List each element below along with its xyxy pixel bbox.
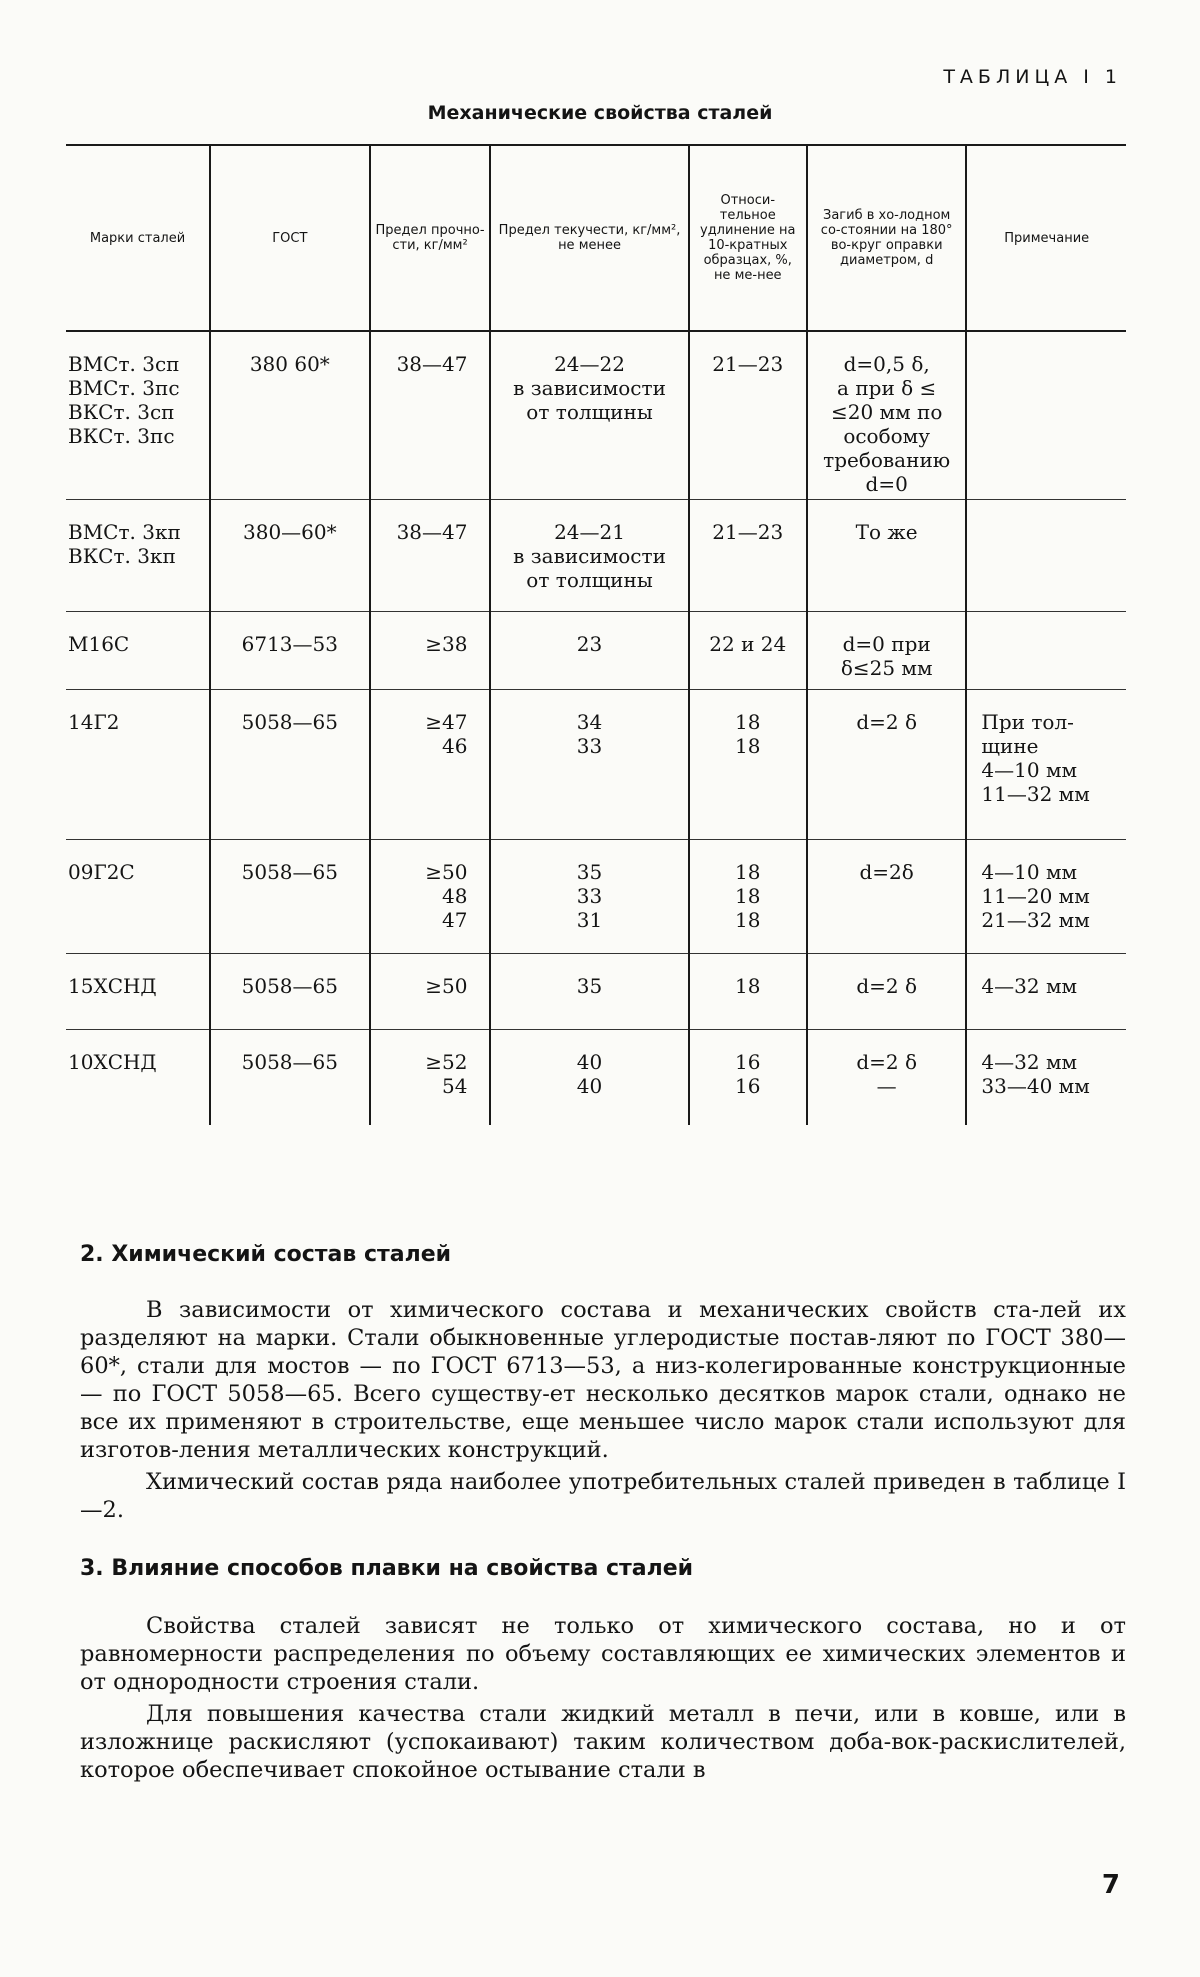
cell-grade-line: ВКСт. 3сп	[68, 400, 175, 424]
cell-yield-line: в зависимости	[513, 543, 666, 568]
cell-yield-line: от толщины	[526, 567, 653, 592]
cell-note	[966, 331, 1126, 499]
cell-gost	[210, 1029, 370, 1125]
cell-strength	[370, 839, 491, 953]
cell-gost-line: 5058—65	[241, 859, 338, 884]
cell-strength	[370, 953, 491, 1029]
cell-bend-line: а при δ ≤	[837, 376, 937, 400]
cell-yield-line: 35	[576, 973, 603, 998]
cell-gost	[210, 331, 370, 499]
table-header-row	[66, 145, 1126, 331]
cell-grade	[66, 953, 210, 1029]
cell-grade-line: ВМСт. 3кп	[68, 519, 181, 544]
cell-strength-line: ≥50	[425, 859, 468, 884]
section-2-paragraph-1: В зависимости от химического состава и механических свойств ста-лей их разделяют на марки. Стали обыкновенные углеродистые постав-ляют по ГОСТ 380—60*, стали для мостов — по ГОСТ 6713—53, а низ-колегированные конструкционные — по ГОСТ 5058—65. Всего существу-ет несколько десятков марок стали, однако не все их применяют в строительстве, еще меньшее число марок стали используют для изготов-ления металлических конструкций.	[80, 1297, 1126, 1463]
table-row	[66, 953, 1126, 1029]
cell-gost-line: 380 60*	[249, 352, 330, 376]
cell-note-line: 4—10 мм	[981, 757, 1078, 782]
cell-grade	[66, 839, 210, 953]
cell-grade	[66, 1029, 210, 1125]
cell-elongation-line: 22 и 24	[709, 631, 787, 656]
cell-strength-line: ≥38	[425, 631, 468, 656]
cell-yield	[490, 689, 688, 839]
cell-note	[966, 689, 1126, 839]
header-strength: Предел прочно-сти, кг/мм²	[370, 145, 491, 331]
cell-grade-line: ВКСт. 3пс	[68, 424, 175, 448]
cell-bend-line: δ≤25 мм	[840, 655, 933, 680]
cell-gost	[210, 689, 370, 839]
cell-strength-line: 54	[442, 1073, 468, 1098]
cell-bend-line: d=2 δ	[856, 973, 918, 998]
cell-grade	[66, 499, 210, 611]
cell-elongation-line: 18	[735, 859, 761, 884]
cell-strength	[370, 689, 491, 839]
cell-elongation	[689, 331, 807, 499]
cell-note	[966, 499, 1126, 611]
cell-elongation-line: 16	[735, 1073, 761, 1098]
cell-strength	[370, 1029, 491, 1125]
section-3-paragraph-1: Свойства сталей зависят не только от химического состава, но и от равномерности распределения по объему составляющих ее химических элементов и от однородности строения стали.	[80, 1613, 1126, 1695]
table-row	[66, 331, 1126, 499]
cell-yield	[490, 499, 688, 611]
cell-bend	[807, 953, 967, 1029]
cell-elongation-line: 18	[735, 733, 761, 758]
cell-note-line: 11—32 мм	[981, 781, 1090, 806]
cell-note-line: щине	[981, 733, 1039, 758]
cell-note-line: 4—10 мм	[981, 859, 1078, 884]
cell-elongation	[689, 499, 807, 611]
cell-bend-line: ≤20 мм по	[830, 400, 943, 424]
cell-yield	[490, 331, 688, 499]
cell-elongation	[689, 953, 807, 1029]
header-note: Примечание	[966, 145, 1126, 331]
cell-elongation-line: 18	[735, 709, 761, 734]
cell-bend-line: требованию	[823, 448, 951, 472]
cell-strength-line: ≥47	[425, 709, 468, 734]
table-row	[66, 611, 1126, 689]
cell-yield-line: 33	[576, 733, 603, 758]
cell-grade-line: 15ХСНД	[68, 973, 157, 998]
cell-yield	[490, 1029, 688, 1125]
cell-note-line: 33—40 мм	[981, 1073, 1090, 1098]
cell-gost-line: 5058—65	[241, 709, 338, 734]
table-row	[66, 1029, 1126, 1125]
table-number-label: ТАБЛИЦА I 1	[943, 66, 1122, 88]
cell-yield	[490, 611, 688, 689]
cell-elongation-line: 21—23	[712, 519, 784, 544]
cell-bend	[807, 1029, 967, 1125]
header-yield: Предел текучести, кг/мм², не менее	[490, 145, 688, 331]
cell-note-line: 4—32 мм	[981, 973, 1078, 998]
cell-gost	[210, 839, 370, 953]
cell-yield-line: 24—21	[554, 519, 625, 544]
cell-yield-line: в зависимости	[513, 376, 666, 400]
cell-gost-line: 6713—53	[241, 631, 338, 656]
cell-note-line: 11—20 мм	[981, 883, 1090, 908]
cell-elongation-line: 16	[735, 1049, 761, 1074]
cell-bend-line: особому	[843, 424, 931, 448]
cell-strength	[370, 331, 491, 499]
cell-yield-line: 31	[576, 907, 603, 932]
cell-note-line: 21—32 мм	[981, 907, 1090, 932]
cell-yield-line: 24—22	[554, 352, 625, 376]
cell-grade-line: 09Г2С	[68, 859, 135, 884]
cell-yield	[490, 953, 688, 1029]
header-grade: Марки сталей	[89, 230, 186, 246]
cell-elongation-line: 18	[735, 973, 761, 998]
header-elongation: Относи-тельное удлинение на 10-кратных образцах, %, не ме-нее	[689, 145, 807, 331]
cell-note-line: 4—32 мм	[981, 1049, 1078, 1074]
cell-yield-line: 40	[576, 1073, 603, 1098]
cell-yield-line: 34	[576, 709, 603, 734]
cell-grade-line: ВМСт. 3пс	[68, 376, 180, 400]
cell-grade	[66, 611, 210, 689]
cell-strength-line: 48	[442, 883, 468, 908]
table-row	[66, 499, 1126, 611]
cell-bend	[807, 839, 967, 953]
section-3-paragraph-2: Для повышения качества стали жидкий металл в печи, или в ковше, или в изложнице раскисляют (успокаивают) таким количеством доба-вок-раскислителей, которое обеспечивает спокойное остывание стали в	[80, 1701, 1126, 1783]
cell-bend-line: d=0	[865, 472, 908, 496]
mechanical-properties-table	[66, 144, 1126, 1125]
section-2-paragraph-2: Химический состав ряда наиболее употребительных сталей приведен в таблице I—2.	[80, 1469, 1126, 1523]
table-row	[66, 689, 1126, 839]
header-bend: Загиб в хо-лодном со-стоянии на 180° во-круг оправки диаметром, d	[807, 145, 967, 331]
cell-grade-line: 10ХСНД	[68, 1049, 157, 1074]
cell-bend	[807, 689, 967, 839]
cell-yield	[490, 839, 688, 953]
cell-grade-line: ВМСт. 3сп	[68, 352, 180, 376]
cell-yield-line: 35	[576, 859, 603, 884]
cell-elongation-line: 21—23	[712, 352, 784, 376]
cell-bend	[807, 611, 967, 689]
cell-elongation	[689, 611, 807, 689]
section-2-heading: 2. Химический состав сталей	[80, 1242, 452, 1267]
cell-note	[966, 1029, 1126, 1125]
cell-grade-line: ВКСт. 3кп	[68, 543, 176, 568]
cell-note	[966, 953, 1126, 1029]
cell-note-line: При тол-	[981, 709, 1074, 734]
cell-elongation-line: 18	[735, 907, 761, 932]
cell-strength-line: ≥50	[425, 973, 468, 998]
cell-yield-line: 40	[576, 1049, 603, 1074]
table-row	[66, 839, 1126, 953]
cell-bend-line: d=0,5 δ,	[843, 352, 930, 376]
section-3-heading: 3. Влияние способов плавки на свойства сталей	[80, 1556, 694, 1581]
cell-grade-line: М16С	[68, 631, 130, 656]
header-gost: ГОСТ	[210, 145, 370, 331]
cell-elongation	[689, 839, 807, 953]
cell-bend-line: d=2 δ	[856, 1049, 918, 1074]
cell-gost-line: 380—60*	[243, 519, 337, 544]
cell-strength-line: 47	[442, 907, 468, 932]
cell-bend-line: d=0 при	[842, 631, 931, 656]
table-caption: Механические свойства сталей	[427, 102, 773, 124]
cell-grade	[66, 689, 210, 839]
cell-elongation-line: 18	[735, 883, 761, 908]
cell-strength-line: 38—47	[396, 519, 468, 544]
cell-bend-line: —	[876, 1073, 897, 1098]
cell-grade	[66, 331, 210, 499]
cell-bend-line: d=2δ	[859, 859, 914, 884]
cell-strength	[370, 611, 491, 689]
cell-yield-line: от толщины	[526, 400, 653, 424]
cell-bend	[807, 331, 967, 499]
cell-bend-line: d=2 δ	[856, 709, 918, 734]
page-number: 7	[1101, 1870, 1120, 1900]
cell-note	[966, 611, 1126, 689]
cell-strength-line: ≥52	[425, 1049, 468, 1074]
cell-bend-line: То же	[855, 519, 918, 544]
cell-gost	[210, 953, 370, 1029]
cell-strength-line: 38—47	[396, 352, 468, 376]
cell-gost-line: 5058—65	[241, 973, 338, 998]
cell-note	[966, 839, 1126, 953]
cell-strength-line: 46	[442, 733, 468, 758]
cell-gost	[210, 499, 370, 611]
cell-yield-line: 23	[576, 631, 603, 656]
cell-grade-line: 14Г2	[68, 709, 120, 734]
cell-gost-line: 5058—65	[241, 1049, 338, 1074]
cell-elongation	[689, 689, 807, 839]
cell-bend	[807, 499, 967, 611]
cell-yield-line: 33	[576, 883, 603, 908]
cell-elongation	[689, 1029, 807, 1125]
cell-gost	[210, 611, 370, 689]
cell-strength	[370, 499, 491, 611]
